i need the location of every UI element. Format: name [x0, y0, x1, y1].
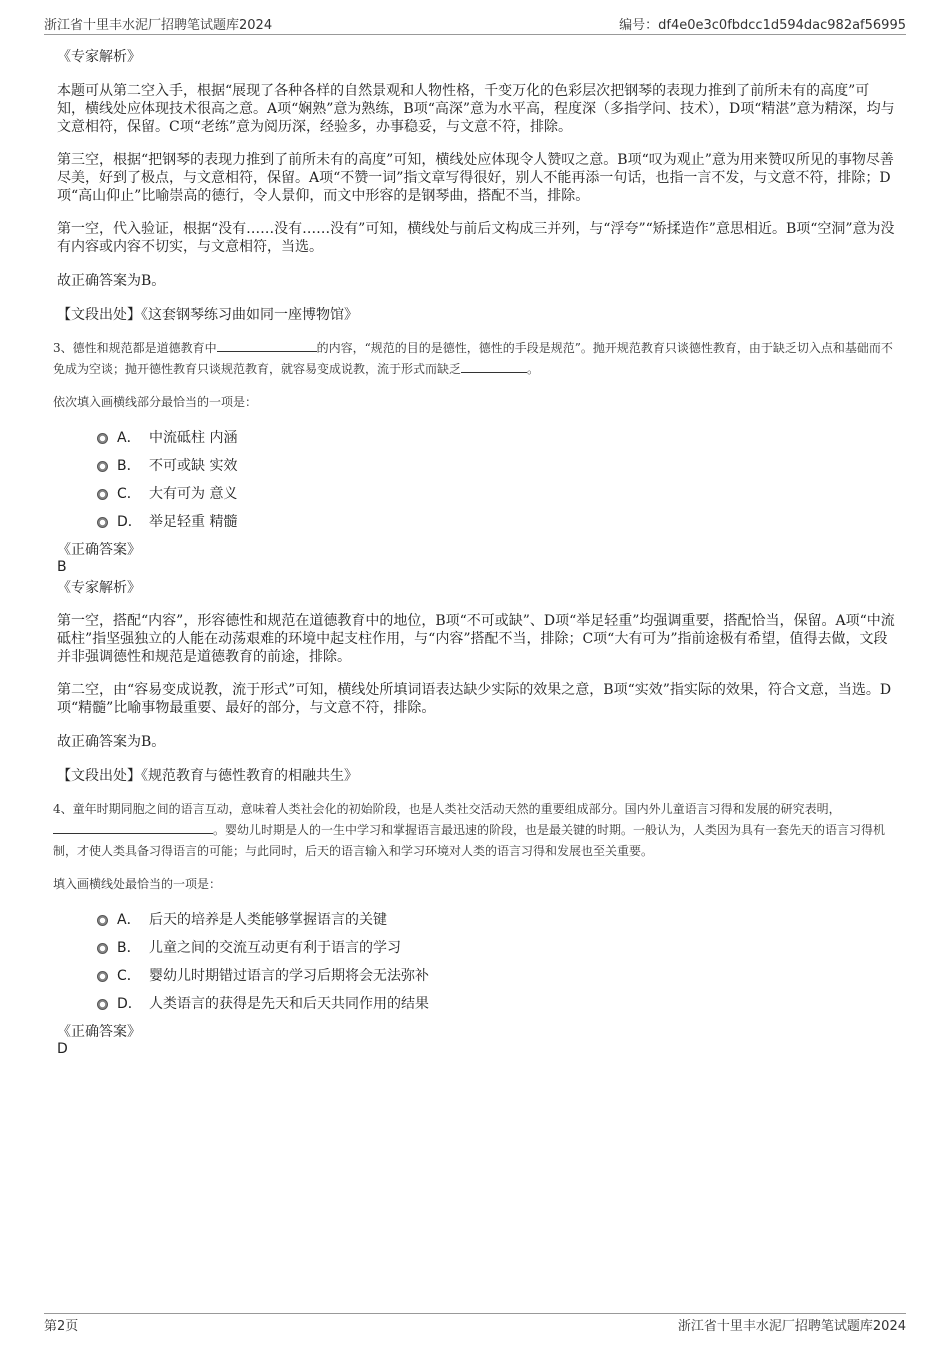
radio-icon[interactable] — [97, 517, 108, 528]
analysis-paragraph: 第一空，代入验证，根据“没有……没有……没有”可知，横线处与前后文构成三并列，与“浮夸”“矫揉造作”意思相近。B项“空洞”意为没有内容或内容不切实，与文意相符，当选。 — [57, 221, 895, 255]
radio-icon[interactable] — [97, 433, 108, 444]
correct-answer-value: D — [57, 1041, 68, 1057]
correct-answer-label: 《正确答案》 — [57, 542, 141, 558]
page-content — [53, 46, 897, 1058]
footer-title: 浙江省十里丰水泥厂招聘笔试题库2024 — [677, 1319, 906, 1334]
option-d[interactable]: D． 人类语言的获得是先天和后天共同作用的结果 — [57, 990, 897, 1018]
page-number: 第2页 — [44, 1319, 79, 1334]
option-list — [57, 906, 897, 1018]
option-b[interactable]: B． 儿童之间的交流互动更有利于语言的学习 — [57, 934, 897, 962]
analysis-paragraph: 第一空，搭配“内容”，形容德性和规范在道德教育中的地位，B项“不可或缺”、D项“举足轻重”均强调重要，搭配恰当，保留。A项“中流砥柱”指坚强独立的人能在动荡艰难的环境中起支柱作用，与“内容”搭配不当，排除；C项“大有可为”指前途极有希望，值得去做，文段并非强调德性和规范是道德教育的前途，排除。 — [57, 613, 895, 665]
option-c[interactable]: C． 大有可为 意义 — [57, 480, 897, 508]
option-list — [57, 424, 897, 536]
page-header — [44, 14, 906, 35]
radio-icon[interactable] — [97, 915, 108, 926]
radio-icon[interactable] — [97, 489, 108, 500]
question-stem: 4、童年时期同胞之间的语言互动，意味着人类社会化的初始阶段，也是人类社交活动天然的重要组成部分。国内外儿童语言习得和发展的研究表明，。婴幼儿时期是人的一生中学习和掌握语言最迅速的阶段，也是最关键的时期。一般认为，人类因为具有一套先天的语言习得机制，才使人类具备习得语言的可能；与此同时，后天的语言输入和学习环境对人类的语言习得和发展也至关重要。 — [53, 802, 886, 858]
radio-icon[interactable] — [97, 943, 108, 954]
fill-blank — [461, 360, 527, 373]
expert-analysis-label: 《专家解析》 — [57, 580, 141, 596]
radio-icon[interactable] — [97, 999, 108, 1010]
page-footer — [44, 1313, 906, 1334]
analysis-paragraph: 第三空，根据“把钢琴的表现力推到了前所未有的高度”可知，横线处应体现令人赞叹之意。B项“叹为观止”意为用来赞叹所见的事物尽善尽美，好到了极点，与文意相符，保留。A项“不赞一词”指文章写得很好，别人不能再添一句话，也指一言不发，与文意不符，排除；D项“高山仰止”比喻崇高的德行，令人景仰，而文中形容的是钢琴曲，搭配不当，排除。 — [57, 152, 894, 204]
option-d[interactable]: D． 举足轻重 精髓 — [57, 508, 897, 536]
option-a[interactable]: A． 中流砥柱 内涵 — [57, 424, 897, 452]
radio-icon[interactable] — [97, 971, 108, 982]
passage-source: 【文段出处】《规范教育与德性教育的相融共生》 — [57, 768, 358, 784]
analysis-paragraph: 第二空，由“容易变成说教，流于形式”可知，横线处所填词语表达缺少实际的效果之意，B项“实效”指实际的效果，符合文意，当选。D项“精髓”比喻事物最重要、最好的部分，与文意不符，排除。 — [57, 682, 892, 716]
correct-answer-value: B — [57, 559, 67, 575]
expert-analysis-label: 《专家解析》 — [57, 49, 141, 65]
option-a[interactable]: A． 后天的培养是人类能够掌握语言的关键 — [57, 906, 897, 934]
answer-conclusion: 故正确答案为B。 — [57, 273, 166, 289]
fill-blank — [53, 821, 213, 834]
answer-conclusion: 故正确答案为B。 — [57, 734, 166, 750]
option-c[interactable]: C． 婴幼儿时期错过语言的学习后期将会无法弥补 — [57, 962, 897, 990]
analysis-paragraph: 本题可从第二空入手，根据“展现了各种各样的自然景观和人物性格，千变万化的色彩层次把钢琴的表现力推到了前所未有的高度”可知，横线处应体现技术很高之意。A项“娴熟”意为熟练，B项“高深”意为水平高，程度深（多指学问、技术），D项“精湛”意为精深，均与文意相符，保留。C项“老练”意为阅历深，经验多，办事稳妥，与文意不符，排除。 — [57, 83, 895, 135]
option-b[interactable]: B． 不可或缺 实效 — [57, 452, 897, 480]
fill-blank — [217, 339, 317, 352]
question-stem: 3、德性和规范都是道德教育中 的内容，“规范的目的是德性，德性的手段是规范”。抛开规范教育只谈德性教育，由于缺乏切入点和基础而不免成为空谈；抛开德性教育只谈规范教育，就容易变成说教，流于形式而缺乏 。 — [53, 341, 893, 376]
passage-source: 【文段出处】《这套钢琴练习曲如同一座博物馆》 — [57, 307, 358, 323]
question-instruction: 填入画横线处最恰当的一项是： — [53, 877, 222, 891]
radio-icon[interactable] — [97, 461, 108, 472]
correct-answer-label: 《正确答案》 — [57, 1024, 141, 1040]
header-serial: 编号：df4e0e3c0fbdcc1d594dac982af56995 — [619, 18, 906, 33]
header-title: 浙江省十里丰水泥厂招聘笔试题库2024 — [44, 18, 273, 33]
question-instruction: 依次填入画横线部分最恰当的一项是： — [53, 395, 258, 409]
